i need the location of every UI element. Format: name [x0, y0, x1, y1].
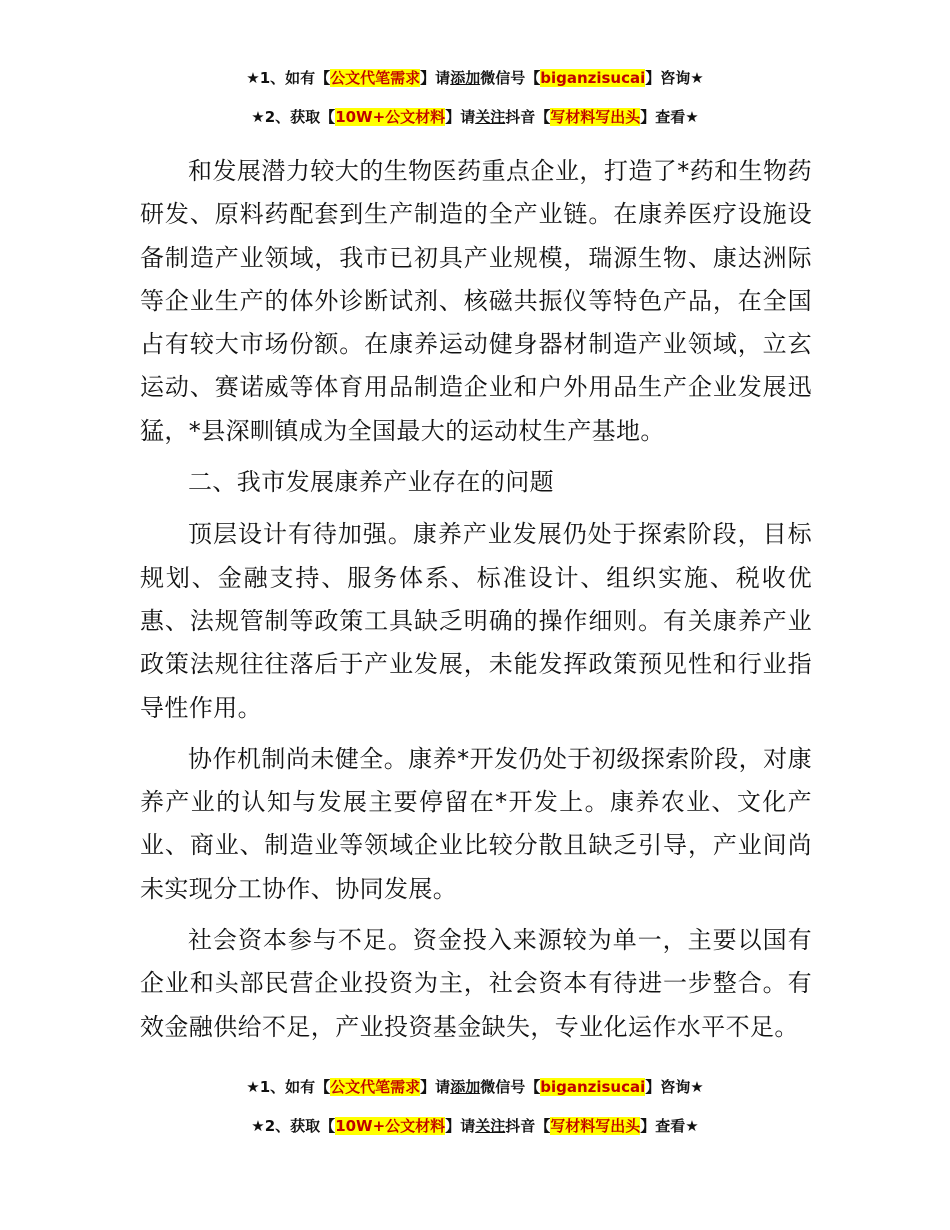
banner-prefix: ★2、获取【 [251, 108, 336, 126]
body-paragraph: 社会资本参与不足。资金投入来源较为单一，主要以国有企业和头部民营企业投资为主，社会资本有待进一步整合。有效金融供给不足，产业投资基金缺失，专业化运作水平不足。 [140, 926, 812, 1041]
banner-prefix: ★2、获取【 [251, 1117, 336, 1135]
body-paragraph: 和发展潜力较大的生物医药重点企业，打造了*药和生物药研发、原料药配套到生产制造的全产业链。在康养医疗设施设备制造产业领域，我市已初具产业规模，瑞源生物、康达洲际等企业生产的体外诊断试剂、核磁共振仪等特色产品，在全国占有较大市场份额。在康养运动健身器材制造产业领域，立玄运动、赛诺威等体育用品制造企业和户外用品生产企业发展迅猛，*县深甽镇成为全国最大的运动杖生产基地。 [140, 157, 812, 445]
banner-text: 】请 [420, 1078, 451, 1096]
banner-underlined-text: 添加 [450, 69, 481, 87]
banner-highlight-service: 公文代笔需求 [330, 69, 421, 87]
banner-highlight-douyin-id: 写材料写出头 [550, 1117, 641, 1135]
section-heading: 二、我市发展康养产业存在的问题 [188, 468, 554, 497]
banner-highlight-materials: 10W+公文材料 [335, 108, 446, 126]
banner-text: 抖音【 [505, 1117, 551, 1135]
banner-text: 】请 [420, 69, 451, 87]
promo-banner-line-1-top [0, 68, 950, 88]
body-paragraph: 顶层设计有待加强。康养产业发展仍处于探索阶段，目标规划、金融支持、服务体系、标准设计、组织实施、税收优惠、法规管制等政策工具缺乏明确的操作细则。有关康养产业政策法规往往落后于产业发展，未能发挥政策预见性和行业指导性作用。 [140, 520, 812, 722]
banner-suffix: 】咨询★ [645, 69, 704, 87]
banner-highlight-wechat-id: biganzisucai [540, 69, 646, 87]
promo-banner-line-1-bottom [0, 1077, 950, 1097]
banner-highlight-wechat-id: biganzisucai [540, 1078, 646, 1096]
body-paragraph: 协作机制尚未健全。康养*开发仍处于初级探索阶段，对康养产业的认知与发展主要停留在*开发上。康养农业、文化产业、商业、制造业等领域企业比较分散且缺乏引导，产业间尚未实现分工协作、协同发展。 [140, 744, 812, 903]
banner-highlight-douyin-id: 写材料写出头 [550, 108, 641, 126]
banner-prefix: ★1、如有【 [246, 1078, 331, 1096]
banner-prefix: ★1、如有【 [246, 69, 331, 87]
banner-text: 抖音【 [505, 108, 551, 126]
banner-underlined-text: 关注 [475, 1117, 506, 1135]
document-body [140, 150, 812, 1057]
banner-text: 微信号【 [480, 1078, 541, 1096]
banner-suffix: 】查看★ [640, 108, 699, 126]
promo-banner-line-2-top [0, 107, 950, 127]
banner-text: 】请 [445, 108, 476, 126]
banner-text: 微信号【 [480, 69, 541, 87]
banner-underlined-text: 添加 [450, 1078, 481, 1096]
banner-highlight-service: 公文代笔需求 [330, 1078, 421, 1096]
promo-banner-line-2-bottom [0, 1116, 950, 1136]
banner-underlined-text: 关注 [475, 108, 506, 126]
banner-suffix: 】咨询★ [645, 1078, 704, 1096]
banner-suffix: 】查看★ [640, 1117, 699, 1135]
banner-highlight-materials: 10W+公文材料 [335, 1117, 446, 1135]
banner-text: 】请 [445, 1117, 476, 1135]
